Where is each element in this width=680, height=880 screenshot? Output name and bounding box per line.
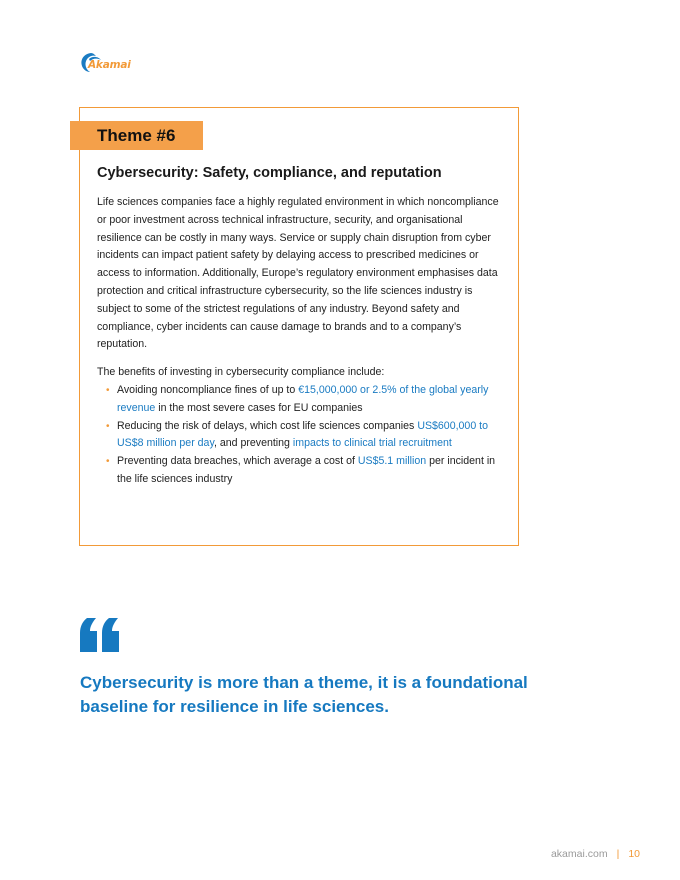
bullet-text: in the most severe cases for EU companies [155,401,363,414]
quote-open-icon [79,618,121,652]
fines-link[interactable]: €15,000,000 or 2.5% of the global yearly revenue [117,384,489,414]
bullet-text: , and preventing [213,437,293,450]
page-number: 10 [628,848,640,860]
theme-paragraph: Life sciences companies face a highly regulated environment in which noncompliance or poor investment across technical infrastructure, security, and organisational resilience can be costly in many ways. Service or supply chain disruption from cyber incidents can impact patient safety by delaying access to prescribed medicines or access to information. Additionally, Europe’s regulatory environment emphasises data protection and critical infrastructure cybersecurity, so the life sciences industry is subject to some of the strictest regulations of any industry. Beyond safety and compliance, cyber incidents can cause damage to brands and to a company’s reputation. [97,196,499,351]
bullet-icon: • [106,456,110,468]
bullet-icon: • [106,385,110,396]
akamai-logo [79,51,135,73]
benefits-list [97,382,507,489]
benefits-intro: The benefits of investing in cybersecurity compliance include: [97,366,385,378]
bullet-text: per incident in the life sciences industry [117,455,496,485]
list-item [97,418,507,454]
bullet-text: Preventing data breaches, which average a cost of [117,455,358,468]
clinical-trial-link[interactable]: impacts to clinical trial recruitment [292,437,452,450]
theme-heading: Cybersecurity: Safety, compliance, and reputation [97,165,442,181]
bullet-text: Avoiding noncompliance fines of up to [117,384,299,396]
bullet-text: Reducing the risk of delays, which cost life sciences companies [117,419,418,432]
breach-cost-link[interactable]: US$5.1 million [357,455,427,468]
pull-quote: Cybersecurity is more than a theme, it is a foundational baseline for resilience in life sciences. [80,673,528,716]
list-item [97,382,507,418]
bullet-icon: • [106,420,110,432]
footer-separator: | [616,848,620,860]
theme-tag: Theme #6 [70,121,203,150]
delay-cost-link[interactable]: US$600,000 to US$8 million per day [117,419,488,450]
logo-wordmark: Akamai [88,59,131,71]
footer-site-link[interactable]: akamai.com [550,848,608,860]
page-footer [551,848,640,860]
list-item [97,453,507,489]
